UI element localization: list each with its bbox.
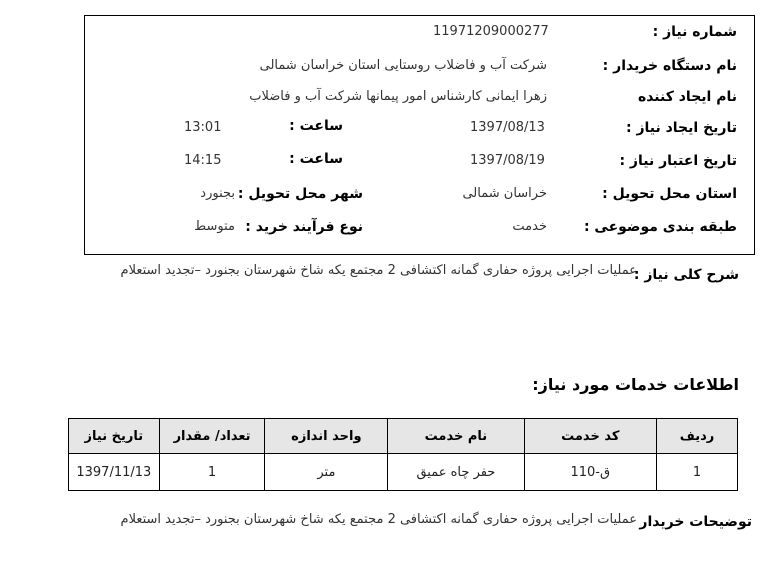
need-number-value: 11971209000277 xyxy=(433,24,549,39)
category-value: خدمت xyxy=(512,219,547,234)
summary-text: عملیات اجرایی پروژه حفاری گمانه اکتشافی 2 مجتمع یکه شاخ شهرستان بجنورد –تجدید استعلام xyxy=(120,263,637,278)
col-quantity: تعداد/ مقدار xyxy=(159,419,265,454)
col-need-date: تاریخ نیاز xyxy=(69,419,160,454)
city-value: بجنورد xyxy=(200,186,235,201)
valid-date-value: 1397/08/19 xyxy=(470,153,545,168)
cell-unit: متر xyxy=(265,454,388,491)
buyer-notes-text: عملیات اجرایی پروژه حفاری گمانه اکتشافی 2 مجتمع یکه شاخ شهرستان بجنورد –تجدید استعلام xyxy=(120,512,637,527)
cell-row-number: 1 xyxy=(657,454,738,491)
cell-service-code: ق-110 xyxy=(524,454,656,491)
province-label: استان محل تحویل : xyxy=(602,186,737,202)
need-number-label: شماره نیاز : xyxy=(652,24,737,40)
services-table xyxy=(68,418,738,491)
process-label: نوع فرآیند خرید : xyxy=(245,219,363,235)
create-date-value: 1397/08/13 xyxy=(470,120,545,135)
valid-time-value: 14:15 xyxy=(184,153,222,168)
col-service-code: کد خدمت xyxy=(524,419,656,454)
valid-time-label: ساعت : xyxy=(289,151,343,167)
col-unit: واحد اندازه xyxy=(265,419,388,454)
category-label: طبقه بندی موضوعی : xyxy=(583,219,737,235)
create-time-label: ساعت : xyxy=(289,118,343,134)
col-row-number: ردیف xyxy=(657,419,738,454)
cell-quantity: 1 xyxy=(159,454,265,491)
col-service-name: نام خدمت xyxy=(388,419,524,454)
valid-date-label: تاریخ اعتبار نیاز : xyxy=(619,153,737,169)
process-value: متوسط xyxy=(194,219,235,234)
services-title: اطلاعات خدمات مورد نیاز: xyxy=(532,375,739,394)
creator-value: زهرا ایمانی کارشناس امور پیمانها شرکت آب و فاضلاب xyxy=(249,89,547,104)
summary-label: شرح کلی نیاز : xyxy=(633,267,739,283)
table-header-row xyxy=(69,419,738,454)
cell-need-date: 1397/11/13 xyxy=(69,454,160,491)
buyer-notes-label: توضیحات خریدار xyxy=(639,514,752,530)
buyer-org-value: شرکت آب و فاضلاب روستایی استان خراسان شمالی xyxy=(259,58,547,73)
creator-label: نام ایجاد کننده xyxy=(637,89,737,105)
buyer-org-label: نام دستگاه خریدار : xyxy=(602,58,737,74)
province-value: خراسان شمالی xyxy=(462,186,547,201)
table-row xyxy=(69,454,738,491)
city-label: شهر محل تحویل : xyxy=(237,186,363,202)
create-time-value: 13:01 xyxy=(184,120,222,135)
create-date-label: تاریخ ایجاد نیاز : xyxy=(625,120,737,136)
cell-service-name: حفر چاه عمیق xyxy=(388,454,524,491)
